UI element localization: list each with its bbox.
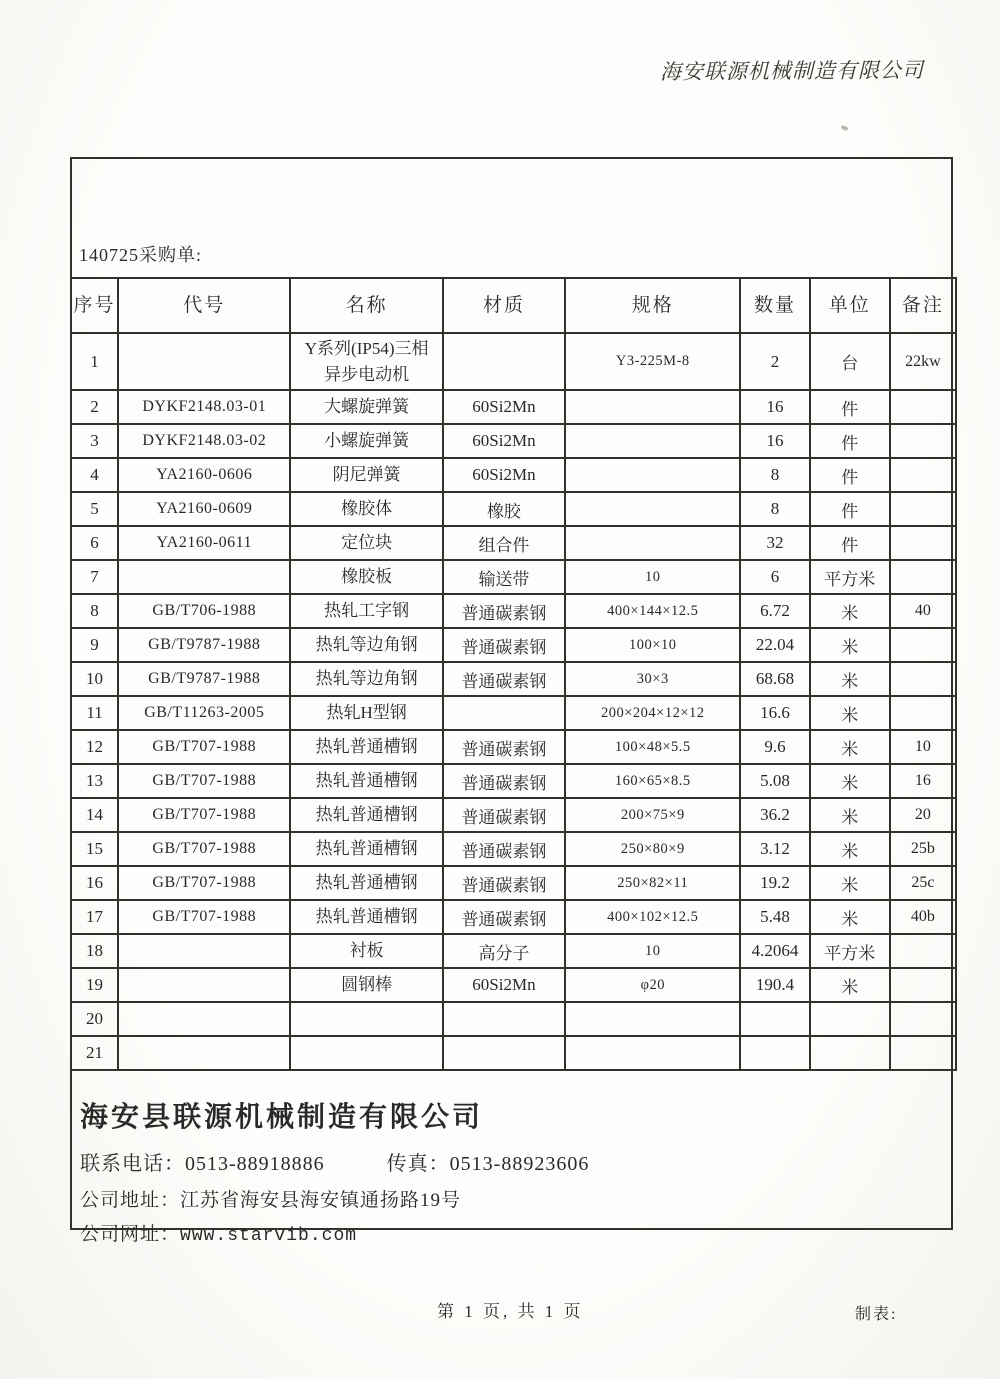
table-cell: 6 — [740, 560, 809, 594]
table-row — [71, 662, 956, 696]
table-cell: φ20 — [565, 968, 740, 1002]
table-cell — [890, 662, 956, 696]
table-cell: GB/T9787-1988 — [118, 628, 290, 662]
table-cell — [890, 1002, 956, 1036]
table-cell — [443, 696, 565, 730]
table-cell — [565, 1036, 740, 1070]
table-cell: 4.2064 — [740, 934, 809, 968]
table-cell: 10 — [71, 662, 118, 696]
table-cell: 60Si2Mn — [443, 424, 565, 458]
table-row — [71, 594, 956, 628]
table-cell: 平方米 — [810, 934, 890, 968]
table-cell: 250×82×11 — [565, 866, 740, 900]
table-cell: DYKF2148.03-02 — [118, 424, 290, 458]
table-cell: GB/T707-1988 — [118, 764, 290, 798]
table-cell — [290, 1002, 442, 1036]
table-row — [71, 764, 956, 798]
table-cell — [443, 333, 565, 390]
table-row — [71, 832, 956, 866]
table-cell: 普通碳素钢 — [443, 730, 565, 764]
table-row — [71, 458, 956, 492]
table-row — [71, 866, 956, 900]
table-cell: 热轧等边角钢 — [290, 628, 442, 662]
table-cell — [118, 333, 290, 390]
table-cell: 台 — [810, 333, 890, 390]
table-cell: 件 — [810, 390, 890, 424]
table-cell — [565, 526, 740, 560]
table-cell: 件 — [810, 458, 890, 492]
page-number: 第 1 页, 共 1 页 — [437, 1302, 584, 1321]
table-cell: 米 — [810, 662, 890, 696]
table-cell: 60Si2Mn — [443, 458, 565, 492]
table-cell — [118, 968, 290, 1002]
table-cell: 圆钢棒 — [290, 968, 442, 1002]
table-cell: 22kw — [890, 333, 956, 390]
table-cell: 7 — [71, 560, 118, 594]
table-cell: 普通碳素钢 — [443, 628, 565, 662]
table-cell: 米 — [810, 594, 890, 628]
table-cell — [890, 492, 956, 526]
table-cell: 热轧H型钢 — [290, 696, 442, 730]
phone-label: 联系电话： — [80, 1153, 185, 1175]
table-cell: 普通碳素钢 — [443, 798, 565, 832]
column-header: 代号 — [118, 278, 290, 333]
table-cell: 衬板 — [290, 934, 442, 968]
table-cell — [890, 526, 956, 560]
table-cell: GB/T707-1988 — [118, 730, 290, 764]
table-cell: YA2160-0609 — [118, 492, 290, 526]
table-cell: 8 — [71, 594, 118, 628]
footer-address-line — [80, 1185, 941, 1212]
table-cell: 40 — [890, 594, 956, 628]
table-cell: 200×75×9 — [565, 798, 740, 832]
address-value: 江苏省海安县海安镇通扬路19号 — [180, 1190, 462, 1211]
table-cell: 16.6 — [740, 696, 809, 730]
website-url: www.starvib.com — [180, 1226, 358, 1246]
table-cell: 68.68 — [740, 662, 809, 696]
letterhead-company-name: 海安联源机械制造有限公司 — [659, 58, 925, 84]
table-cell: 2 — [740, 333, 809, 390]
table-cell: 16 — [71, 866, 118, 900]
column-header: 材质 — [443, 278, 565, 333]
table-cell: 橡胶板 — [290, 560, 442, 594]
table-cell — [443, 1002, 565, 1036]
table-cell: 定位块 — [290, 526, 442, 560]
table-cell: 190.4 — [740, 968, 809, 1002]
table-cell: 16 — [740, 424, 809, 458]
table-row — [71, 1036, 956, 1070]
table-cell: 4 — [71, 458, 118, 492]
table-cell: 6.72 — [740, 594, 809, 628]
table-row — [71, 798, 956, 832]
table-cell: 14 — [71, 798, 118, 832]
column-header: 单位 — [810, 278, 890, 333]
table-cell: 组合件 — [443, 526, 565, 560]
table-cell: 32 — [740, 526, 809, 560]
fax-number: 0513-88923606 — [449, 1153, 590, 1175]
table-cell: 橡胶体 — [290, 492, 442, 526]
column-header: 名称 — [290, 278, 442, 333]
table-cell: 高分子 — [443, 934, 565, 968]
table-cell: 10 — [565, 560, 740, 594]
table-cell: GB/T706-1988 — [118, 594, 290, 628]
table-cell: 热轧普通槽钢 — [290, 798, 442, 832]
table-cell: 2 — [71, 390, 118, 424]
table-cell: 13 — [71, 764, 118, 798]
table-cell: 100×48×5.5 — [565, 730, 740, 764]
website-label: 公司网址： — [80, 1224, 181, 1245]
table-cell: 件 — [810, 492, 890, 526]
table-cell: Y3-225M-8 — [565, 333, 740, 390]
table-row — [71, 730, 956, 764]
footer-company-name: 海安县联源机械制造有限公司 — [80, 1102, 484, 1133]
table-cell: 15 — [71, 832, 118, 866]
table-cell: 21 — [71, 1036, 118, 1070]
table-cell: 米 — [810, 696, 890, 730]
table-cell: 16 — [740, 390, 809, 424]
table-cell: 20 — [71, 1002, 118, 1036]
table-cell: 20 — [890, 798, 956, 832]
table-cell: 11 — [71, 696, 118, 730]
table-cell — [740, 1002, 809, 1036]
table-cell: 9.6 — [740, 730, 809, 764]
table-cell — [565, 390, 740, 424]
table-cell: 热轧普通槽钢 — [290, 900, 442, 934]
table-cell: 10 — [890, 730, 956, 764]
table-cell — [890, 968, 956, 1002]
table-cell: 30×3 — [565, 662, 740, 696]
table-body — [71, 333, 956, 1070]
table-cell: 60Si2Mn — [443, 968, 565, 1002]
table-cell: 400×102×12.5 — [565, 900, 740, 934]
column-header: 规格 — [565, 278, 740, 333]
table-cell: GB/T707-1988 — [118, 832, 290, 866]
table-cell — [740, 1036, 809, 1070]
table-cell: 5.48 — [740, 900, 809, 934]
table-row — [71, 628, 956, 662]
purchase-order-sheet — [70, 157, 953, 1246]
table-cell: 热轧等边角钢 — [290, 662, 442, 696]
table-cell — [565, 424, 740, 458]
table-cell: GB/T707-1988 — [118, 798, 290, 832]
table-cell — [890, 696, 956, 730]
table-cell — [565, 1002, 740, 1036]
column-header: 备注 — [890, 278, 956, 333]
table-cell: DYKF2148.03-01 — [118, 390, 290, 424]
table-cell: 60Si2Mn — [443, 390, 565, 424]
table-cell: 米 — [810, 900, 890, 934]
table-cell — [565, 492, 740, 526]
table-cell: 普通碳素钢 — [443, 764, 565, 798]
table-row — [71, 696, 956, 730]
table-cell — [118, 1036, 290, 1070]
table-cell: 200×204×12×12 — [565, 696, 740, 730]
table-cell: 大螺旋弹簧 — [290, 390, 442, 424]
table-cell: 米 — [810, 628, 890, 662]
table-row — [71, 390, 956, 424]
table-cell: 米 — [810, 832, 890, 866]
table-cell: 5.08 — [740, 764, 809, 798]
table-cell: 10 — [565, 934, 740, 968]
table-row — [71, 526, 956, 560]
table-cell — [118, 934, 290, 968]
tabulator-label: 制表: — [855, 1306, 898, 1323]
table-cell: 橡胶 — [443, 492, 565, 526]
fax-label: 传真： — [386, 1153, 450, 1175]
table-row — [71, 492, 956, 526]
column-header: 序号 — [71, 278, 118, 333]
table-cell: 25c — [890, 866, 956, 900]
table-row — [71, 1002, 956, 1036]
table-cell: 热轧普通槽钢 — [290, 764, 442, 798]
table-cell: 件 — [810, 526, 890, 560]
table-cell: 件 — [810, 424, 890, 458]
purchase-order-table — [70, 277, 957, 1071]
table-cell — [890, 458, 956, 492]
table-cell: 18 — [71, 934, 118, 968]
table-cell: 17 — [71, 900, 118, 934]
footer-website-line — [80, 1219, 941, 1246]
table-cell: 8 — [740, 458, 809, 492]
table-cell: 输送带 — [443, 560, 565, 594]
table-cell: 小螺旋弹簧 — [290, 424, 442, 458]
table-cell: 米 — [810, 798, 890, 832]
table-cell — [890, 390, 956, 424]
table-row — [71, 560, 956, 594]
table-cell: 米 — [810, 730, 890, 764]
table-cell: YA2160-0606 — [118, 458, 290, 492]
table-cell: 热轧普通槽钢 — [290, 832, 442, 866]
table-cell: 热轧普通槽钢 — [290, 730, 442, 764]
table-cell — [890, 628, 956, 662]
table-row — [71, 934, 956, 968]
table-cell — [890, 934, 956, 968]
table-cell: Y系列(IP54)三相异步电动机 — [290, 333, 442, 390]
table-cell: 阴尼弹簧 — [290, 458, 442, 492]
table-cell — [890, 560, 956, 594]
table-header-row — [71, 278, 956, 333]
scan-mark — [840, 125, 848, 132]
column-header: 数量 — [740, 278, 809, 333]
table-cell — [810, 1002, 890, 1036]
company-info-block — [72, 1069, 951, 1246]
table-cell: 6 — [71, 526, 118, 560]
table-cell — [290, 1036, 442, 1070]
table-cell: GB/T9787-1988 — [118, 662, 290, 696]
table-cell: 40b — [890, 900, 956, 934]
table-cell: 3.12 — [740, 832, 809, 866]
table-cell: 22.04 — [740, 628, 809, 662]
table-cell: 16 — [890, 764, 956, 798]
table-cell: 普通碳素钢 — [443, 866, 565, 900]
table-cell: 热轧工字钢 — [290, 594, 442, 628]
doc-title: 140725采购单: — [79, 245, 203, 265]
footer-contact-line — [80, 1147, 941, 1176]
table-cell: 160×65×8.5 — [565, 764, 740, 798]
table-cell — [890, 1036, 956, 1070]
table-row — [71, 968, 956, 1002]
table-cell: 5 — [71, 492, 118, 526]
table-cell: GB/T707-1988 — [118, 900, 290, 934]
table-cell — [118, 560, 290, 594]
table-cell: 普通碳素钢 — [443, 832, 565, 866]
table-cell: GB/T11263-2005 — [118, 696, 290, 730]
table-cell — [443, 1036, 565, 1070]
phone-number: 0513-88918886 — [185, 1153, 325, 1175]
table-cell: 3 — [71, 424, 118, 458]
table-cell: 9 — [71, 628, 118, 662]
table-cell: 热轧普通槽钢 — [290, 866, 442, 900]
table-cell: 米 — [810, 764, 890, 798]
table-cell — [890, 424, 956, 458]
table-cell: 250×80×9 — [565, 832, 740, 866]
table-row — [71, 424, 956, 458]
table-cell: 1 — [71, 333, 118, 390]
table-cell: YA2160-0611 — [118, 526, 290, 560]
table-cell: 平方米 — [810, 560, 890, 594]
table-cell: 36.2 — [740, 798, 809, 832]
table-cell: 普通碳素钢 — [443, 594, 565, 628]
table-cell: 100×10 — [565, 628, 740, 662]
table-cell — [565, 458, 740, 492]
table-cell — [118, 1002, 290, 1036]
table-cell: 12 — [71, 730, 118, 764]
table-row — [71, 333, 956, 390]
table-cell: 25b — [890, 832, 956, 866]
table-cell: 普通碳素钢 — [443, 662, 565, 696]
table-cell: 400×144×12.5 — [565, 594, 740, 628]
table-cell: 米 — [810, 968, 890, 1002]
table-cell: GB/T707-1988 — [118, 866, 290, 900]
table-cell: 米 — [810, 866, 890, 900]
table-cell — [810, 1036, 890, 1070]
table-cell: 19 — [71, 968, 118, 1002]
table-cell: 19.2 — [740, 866, 809, 900]
table-cell: 普通碳素钢 — [443, 900, 565, 934]
address-label: 公司地址： — [80, 1190, 181, 1211]
table-cell: 8 — [740, 492, 809, 526]
table-row — [71, 900, 956, 934]
